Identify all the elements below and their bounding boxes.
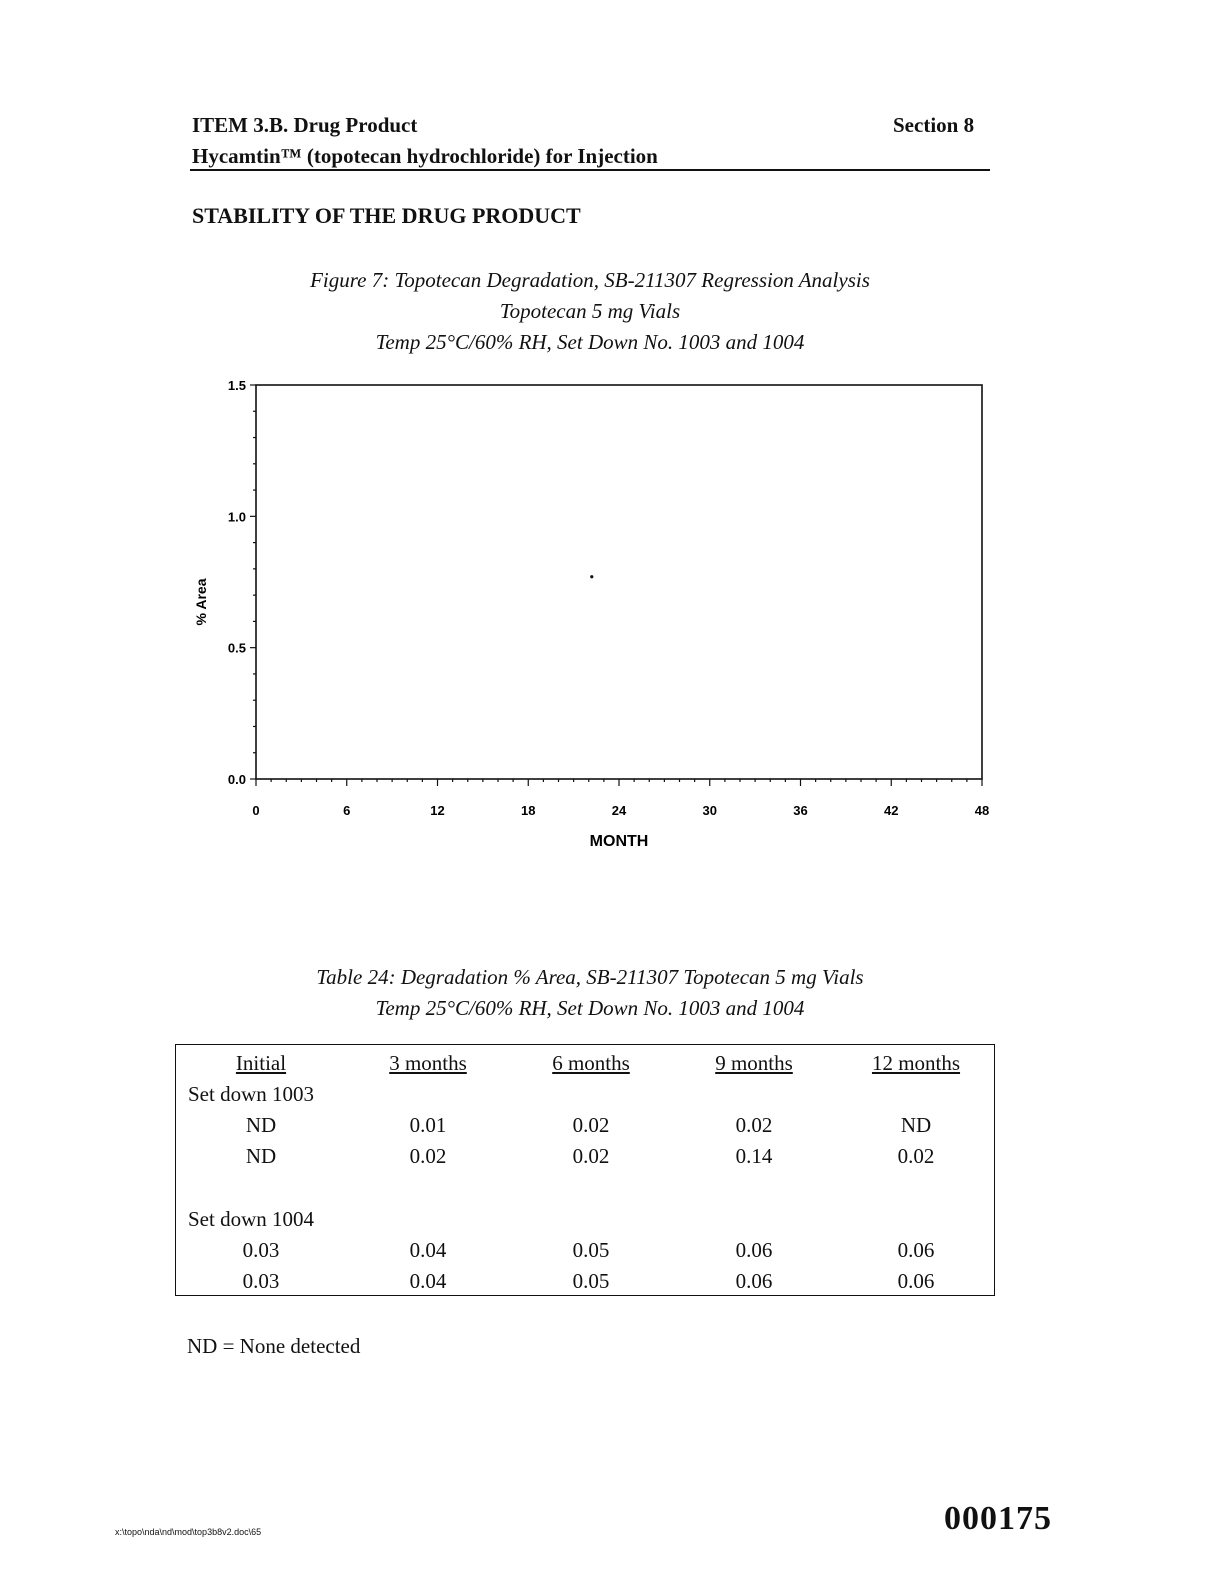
document-header [192,110,658,172]
y-axis [228,378,256,787]
item-title: ITEM 3.B. Drug Product [192,113,418,137]
table-cell: 0.04 [409,1238,447,1262]
table-caption-line1: Table 24: Degradation % Area, SB-211307 Topotecan 5 mg Vials [316,965,864,989]
header-rule [190,169,990,171]
data-point [590,575,593,578]
footnote: ND = None detected [187,1334,361,1358]
table-caption [200,962,980,1024]
figure-caption-line3: Temp 25°C/60% RH, Set Down No. 1003 and 1004 [375,330,805,354]
table-row [176,1113,994,1144]
x-tick-label: 48 [974,803,990,818]
table-cell: 0.02 [409,1144,447,1168]
group-label: Set down 1003 [188,1082,314,1106]
table-cell: 0.06 [897,1269,935,1293]
x-axis-label: MONTH [589,833,649,850]
table-header-row [176,1051,994,1082]
table-row [176,1144,994,1175]
degradation-table [175,1044,995,1296]
y-tick-label: 1.5 [227,378,246,393]
table-caption-line2: Temp 25°C/60% RH, Set Down No. 1003 and 1004 [375,996,805,1020]
y-tick-label: 1.0 [227,509,246,525]
figure-caption [200,265,980,358]
table-cell: ND [900,1113,932,1137]
page-number: 000175 [944,1500,1052,1537]
section-label: Section 8 [893,113,975,137]
y-tick-label: 0.0 [227,772,246,787]
table-cell: 0.02 [735,1113,773,1137]
column-header: 12 months [871,1051,961,1075]
table-cell: 0.02 [572,1144,610,1168]
regression-chart [190,375,1000,865]
table-cell: 0.14 [735,1144,773,1168]
data-points [590,575,593,578]
column-header: 3 months [389,1051,467,1075]
y-axis-label: % Area [193,578,209,626]
table-cell: 0.06 [735,1269,773,1293]
x-tick-label: 30 [702,803,717,818]
column-header: 6 months [552,1051,630,1075]
x-tick-label: 24 [611,803,627,818]
column-header: 9 months [715,1051,793,1075]
table-cell: 0.06 [897,1238,935,1262]
table-cell: 0.05 [572,1238,610,1262]
section-title: STABILITY OF THE DRUG PRODUCT [192,203,581,228]
table-cell: 0.02 [572,1113,610,1137]
x-axis [252,779,989,818]
table-cell: 0.02 [897,1144,935,1168]
product-title: Hycamtin™ (topotecan hydrochloride) for Injection [192,144,658,168]
plot-frame [256,385,982,779]
table-cell: 0.04 [409,1269,447,1293]
x-tick-label: 6 [343,803,351,818]
table-cell: 0.05 [572,1269,610,1293]
x-tick-label: 42 [884,803,899,818]
table-row [176,1238,994,1269]
table-cell: ND [245,1113,277,1137]
x-tick-label: 18 [521,803,536,818]
table-cell: 0.03 [242,1269,280,1293]
file-path: x:\topo\nda\nd\mod\top3b8v2.doc\65 [115,1527,262,1537]
table-cell: 0.06 [735,1238,773,1262]
x-tick-label: 12 [430,803,445,818]
table-row [176,1269,994,1300]
group-label: Set down 1004 [188,1207,314,1231]
y-tick-label: 0.5 [227,640,246,656]
x-tick-label: 0 [252,803,260,818]
column-header: Initial [235,1051,287,1075]
plot-border [256,385,982,779]
table-cell: 0.03 [242,1238,280,1262]
table-cell: 0.01 [409,1113,447,1137]
table-cell: ND [245,1144,277,1168]
figure-caption-line2: Topotecan 5 mg Vials [499,299,681,323]
x-tick-label: 36 [793,803,808,818]
figure-caption-line1: Figure 7: Topotecan Degradation, SB-211307 Regression Analysis [310,268,870,292]
